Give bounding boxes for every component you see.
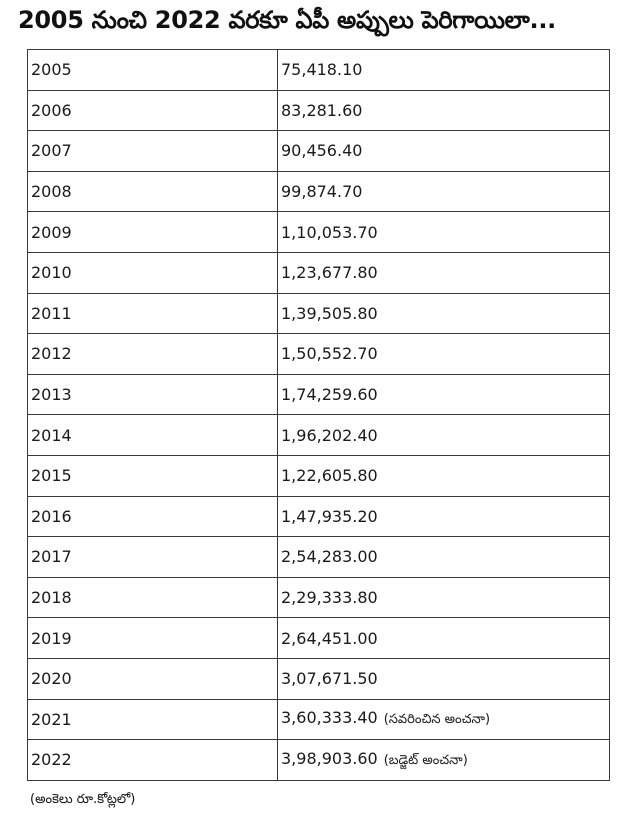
table-row — [28, 90, 610, 131]
amount-cell — [278, 293, 610, 334]
amount-note: (సవరించిన అంచనా) — [383, 712, 491, 728]
amount-note: (బడ్జెట్ అంచనా) — [383, 752, 468, 768]
year-cell: 2007 — [28, 131, 278, 172]
year-cell: 2017 — [28, 537, 278, 578]
year-cell: 2012 — [28, 334, 278, 375]
table-row — [28, 537, 610, 578]
amount-value: 1,22,605.80 — [281, 466, 378, 486]
table-row — [28, 252, 610, 293]
table-row — [28, 171, 610, 212]
amount-value: 1,47,935.20 — [281, 506, 378, 526]
amount-cell — [278, 252, 610, 293]
table-row — [28, 293, 610, 334]
table-row — [28, 740, 610, 781]
year-cell: 2016 — [28, 496, 278, 537]
amount-cell — [278, 415, 610, 456]
amount-value: 1,74,259.60 — [281, 385, 378, 405]
year-cell: 2022 — [28, 740, 278, 781]
amount-cell — [278, 334, 610, 375]
amount-cell — [278, 90, 610, 131]
amount-cell — [278, 374, 610, 415]
amount-cell — [278, 496, 610, 537]
year-cell: 2011 — [28, 293, 278, 334]
year-cell: 2021 — [28, 699, 278, 740]
table-row — [28, 618, 610, 659]
table-row — [28, 577, 610, 618]
year-cell: 2009 — [28, 212, 278, 253]
table-row — [28, 212, 610, 253]
amount-value: 90,456.40 — [281, 141, 363, 161]
amount-cell — [278, 131, 610, 172]
table-row — [28, 334, 610, 375]
amount-cell — [278, 699, 610, 740]
amount-cell — [278, 537, 610, 578]
amount-cell — [278, 577, 610, 618]
table-row — [28, 658, 610, 699]
table-row — [28, 131, 610, 172]
amount-value: 99,874.70 — [281, 182, 363, 202]
year-cell: 2019 — [28, 618, 278, 659]
year-cell: 2006 — [28, 90, 278, 131]
amount-cell — [278, 212, 610, 253]
amount-value: 2,64,451.00 — [281, 628, 378, 648]
amount-value: 75,418.10 — [281, 60, 363, 80]
table-row — [28, 374, 610, 415]
amount-value: 1,10,053.70 — [281, 222, 378, 242]
amount-cell — [278, 740, 610, 781]
year-cell: 2008 — [28, 171, 278, 212]
amount-value: 2,54,283.00 — [281, 547, 378, 567]
year-cell: 2018 — [28, 577, 278, 618]
year-cell: 2010 — [28, 252, 278, 293]
amount-cell — [278, 618, 610, 659]
table-row — [28, 496, 610, 537]
year-cell: 2013 — [28, 374, 278, 415]
amount-value: 1,96,202.40 — [281, 425, 378, 445]
amount-cell — [278, 658, 610, 699]
amount-value: 3,60,333.40 — [281, 708, 378, 728]
table-row — [28, 455, 610, 496]
amount-value: 1,50,552.70 — [281, 344, 378, 364]
year-cell: 2005 — [28, 50, 278, 91]
year-cell: 2020 — [28, 658, 278, 699]
amount-cell — [278, 455, 610, 496]
amount-value: 3,07,671.50 — [281, 669, 378, 689]
year-cell: 2015 — [28, 455, 278, 496]
amount-value: 3,98,903.60 — [281, 748, 378, 768]
amount-cell — [278, 50, 610, 91]
amount-value: 83,281.60 — [281, 100, 363, 120]
amount-value: 1,39,505.80 — [281, 303, 378, 323]
amount-value: 1,23,677.80 — [281, 263, 378, 283]
year-cell: 2014 — [28, 415, 278, 456]
units-footnote: (అంకెలు రూ.కోట్లలో) — [30, 792, 136, 807]
amount-value: 2,29,333.80 — [281, 588, 378, 608]
table-row — [28, 699, 610, 740]
debt-table — [27, 49, 610, 781]
table-row — [28, 50, 610, 91]
table-row — [28, 415, 610, 456]
page-title: 2005 నుంచి 2022 వరకూ ఏపీ అప్పులు పెరిగాయిలా... — [18, 6, 556, 34]
amount-cell — [278, 171, 610, 212]
